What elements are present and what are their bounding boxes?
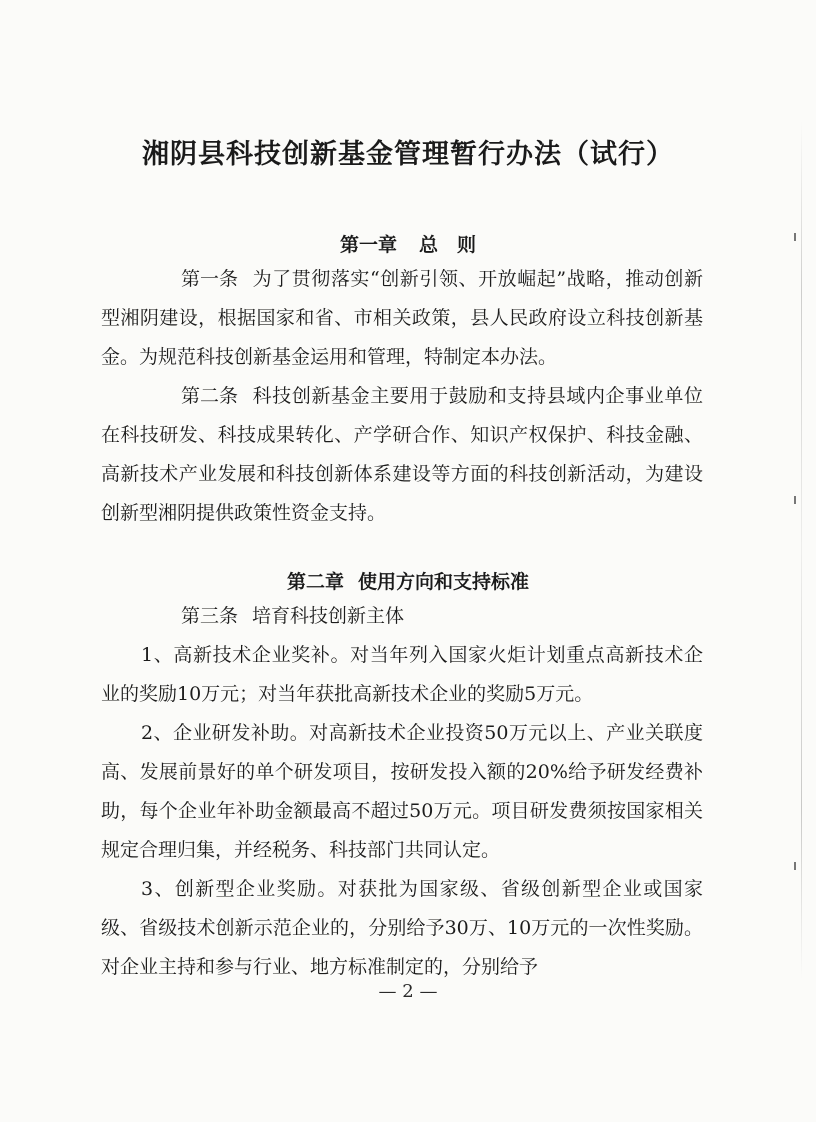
article-3 bbox=[101, 597, 703, 636]
article-1-label: 第一条 bbox=[181, 268, 239, 290]
article-3-label: 第三条 bbox=[181, 605, 239, 627]
chapter-1-heading bbox=[0, 230, 816, 257]
article-2-label: 第二条 bbox=[181, 385, 239, 407]
scan-margin-mark bbox=[794, 496, 796, 504]
chapter-2-number: 第二章 bbox=[286, 571, 344, 593]
document-title: 湘阴县科技创新基金管理暂行办法（试行） bbox=[142, 139, 674, 170]
chapter-2-heading bbox=[0, 567, 816, 594]
article-2-text: 科技创新基金主要用于鼓励和支持县域内企事业单位在科技研发、科技成果转化、产学研合作、知识产权保护、科技金融、高新技术产业发展和科技创新体系建设等方面的科技创新活动，为建设创新型湘阴提供政策性资金支持。 bbox=[101, 385, 703, 524]
article-3-text: 培育科技创新主体 bbox=[252, 605, 405, 627]
article-1 bbox=[101, 260, 703, 377]
list-item: 3、创新型企业奖励。对获批为国家级、省级创新型企业或国家级、省级技术创新示范企业的，分别给予30万、10万元的一次性奖励。对企业主持和参与行业、地方标准制定的，分别给予 bbox=[101, 878, 703, 978]
article-1-text: 为了贯彻落实“创新引领、开放崛起”战略，推动创新型湘阴建设，根据国家和省、市相关政策，县人民政府设立科技创新基金。为规范科技创新基金运用和管理，特制定本办法。 bbox=[101, 268, 703, 368]
chapter-1-body bbox=[101, 260, 703, 533]
chapter-1-number: 第一章 bbox=[339, 234, 397, 256]
list-item: 1、高新技术企业奖补。对当年列入国家火炬计划重点高新技术企业的奖励10万元；对当年获批高新技术企业的奖励5万元。 bbox=[101, 644, 703, 705]
chapter-1-title: 总 则 bbox=[419, 234, 477, 256]
article-2 bbox=[101, 377, 703, 533]
scan-margin-mark bbox=[794, 862, 796, 870]
chapter-2-title: 使用方向和支持标准 bbox=[358, 571, 530, 593]
chapter-2-body bbox=[101, 597, 703, 987]
page-number: — 2 — bbox=[378, 981, 438, 1002]
list-item: 2、企业研发补助。对高新技术企业投资50万元以上、产业关联度高、发展前景好的单个研发项目，按研发投入额的20%给予研发经费补助，每个企业年补助金额最高不超过50万元。项目研发费须按国家相关规定合理归集，并经税务、科技部门共同认定。 bbox=[101, 722, 703, 861]
